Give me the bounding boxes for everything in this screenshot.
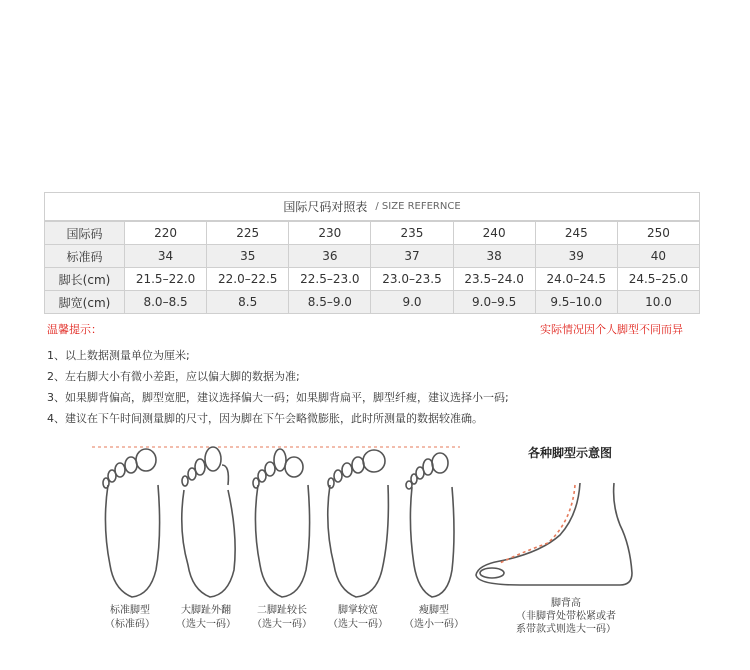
table-row <box>45 222 700 245</box>
size-chart-subtitle: / SIZE REFERNCE <box>375 201 461 212</box>
table-cell: 225 <box>207 222 289 245</box>
table-cell: 8.0–8.5 <box>125 291 207 314</box>
table-cell: 8.5–9.0 <box>289 291 371 314</box>
table-cell: 21.5–22.0 <box>125 268 207 291</box>
table-cell: 24.0–24.5 <box>535 268 617 291</box>
note-item: 1、以上数据测量单位为厘米; <box>47 349 190 362</box>
table-cell: 23.5–24.0 <box>453 268 535 291</box>
table-cell: 250 <box>617 222 699 245</box>
size-table <box>44 221 700 314</box>
table-row <box>45 245 700 268</box>
table-cell: 220 <box>125 222 207 245</box>
table-cell: 240 <box>453 222 535 245</box>
foot-type-label: 瘦脚型 （选小一码） <box>404 605 464 630</box>
table-cell: 24.5–25.0 <box>617 268 699 291</box>
table-cell: 9.0 <box>371 291 453 314</box>
foot-slim-icon <box>406 453 454 597</box>
foot-type-label: 标准脚型 （标准码） <box>105 605 155 630</box>
foot-side-view-icon <box>476 483 632 585</box>
tip-label: 温馨提示： <box>47 323 102 336</box>
table-cell: 10.0 <box>617 291 699 314</box>
table-cell: 8.5 <box>207 291 289 314</box>
table-cell: 9.5–10.0 <box>535 291 617 314</box>
tip-note: 实际情况因个人脚型不同而异 <box>540 323 683 336</box>
table-cell: 36 <box>289 245 371 268</box>
table-row <box>45 268 700 291</box>
table-cell: 37 <box>371 245 453 268</box>
foot-long-second-toe-icon <box>253 449 310 597</box>
foot-type-label: 脚掌较宽 （选大一码） <box>328 605 388 630</box>
table-cell: 35 <box>207 245 289 268</box>
size-chart <box>44 192 700 314</box>
table-cell: 230 <box>289 222 371 245</box>
table-cell: 34 <box>125 245 207 268</box>
table-cell: 39 <box>535 245 617 268</box>
foot-wide-icon <box>328 450 389 597</box>
table-cell: 22.5–23.0 <box>289 268 371 291</box>
foot-standard-icon <box>103 449 160 597</box>
table-row <box>45 291 700 314</box>
size-chart-title: 国际尺码对照表 <box>283 200 368 214</box>
foot-illustrations <box>0 435 750 670</box>
row-header: 脚长(cm) <box>45 268 125 291</box>
foot-types-title: 各种脚型示意图 <box>528 446 613 460</box>
note-item: 4、建议在下午时间测量脚的尺寸，因为脚在下午会略微膨胀，此时所测量的数据较准确。 <box>47 412 483 425</box>
size-chart-title-row <box>44 192 700 221</box>
table-cell: 9.0–9.5 <box>453 291 535 314</box>
table-cell: 235 <box>371 222 453 245</box>
table-cell: 40 <box>617 245 699 268</box>
table-cell: 23.0–23.5 <box>371 268 453 291</box>
table-cell: 245 <box>535 222 617 245</box>
row-header: 标准码 <box>45 245 125 268</box>
foot-type-label: 二脚趾较长 （选大一码） <box>252 605 312 630</box>
foot-type-label: 大脚趾外翻 （选大一码） <box>176 605 236 630</box>
table-cell: 22.0–22.5 <box>207 268 289 291</box>
note-item: 3、如果脚背偏高，脚型宽肥，建议选择偏大一码；如果脚背扁平，脚型纤瘦，建议选择小一码; <box>47 391 509 404</box>
side-view-label: 脚背高 （非脚背处带松紧或者 系带款式则选大一码） <box>516 598 616 635</box>
row-header: 脚宽(cm) <box>45 291 125 314</box>
notes-list <box>47 345 509 429</box>
foot-bunion-icon <box>182 447 235 597</box>
row-header: 国际码 <box>45 222 125 245</box>
table-cell: 38 <box>453 245 535 268</box>
note-item: 2、左右脚大小有微小差距，应以偏大脚的数据为准; <box>47 370 300 383</box>
